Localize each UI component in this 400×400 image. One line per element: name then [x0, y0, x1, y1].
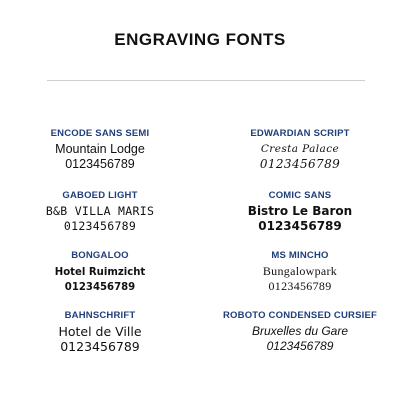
- page-title: ENGRAVING FONTS: [114, 30, 286, 49]
- sample-text: Mountain Lodge: [55, 142, 145, 156]
- sample-text: B&B VILLA MARIS: [45, 204, 155, 218]
- font-sample-comic-sans: [205, 190, 395, 234]
- font-name: MS MINCHO: [271, 250, 329, 261]
- sample-text: Cresta Palace: [260, 143, 340, 155]
- divider: [47, 80, 365, 81]
- font-name: GABOED LIGHT: [62, 190, 138, 201]
- sample-digits: 0123456789: [63, 219, 137, 233]
- sample-text: Bistro Le Baron: [247, 204, 353, 218]
- sample-digits: 0123456789: [60, 339, 140, 354]
- sample-text: Hotel Ruimzicht: [54, 265, 146, 278]
- font-sample-edwardian-script: [205, 128, 395, 172]
- font-sample-bongaloo: [5, 250, 195, 294]
- sample-digits: 0123456789: [268, 279, 332, 293]
- font-sample-ms-mincho: [205, 250, 395, 294]
- font-name: EDWARDIAN SCRIPT: [250, 128, 350, 139]
- font-name: BAHNSCHRIFT: [64, 310, 136, 321]
- sample-digits: 0123456789: [64, 280, 136, 293]
- sample-digits: 0123456789: [266, 339, 334, 353]
- font-sample-gaboed-light: [5, 190, 195, 234]
- font-name: BONGALOO: [71, 250, 129, 261]
- font-sample-bahnschrift: [5, 310, 195, 354]
- sample-text: Bungalowpark: [262, 264, 338, 278]
- sample-digits: 0123456789: [65, 157, 135, 171]
- sample-digits: 0123456789: [259, 157, 341, 171]
- font-sample-encode-sans-semi: [5, 128, 195, 172]
- font-name: COMIC SANS: [268, 190, 332, 201]
- font-sample-roboto-condensed-cursief: [205, 310, 395, 354]
- sample-text: Bruxelles du Gare: [251, 324, 349, 338]
- sample-digits: 0123456789: [258, 219, 342, 233]
- font-name: ROBOTO CONDENSED CURSIEF: [223, 310, 377, 321]
- font-name: ENCODE SANS SEMI: [50, 128, 150, 139]
- sample-text: Hotel de Ville: [58, 324, 142, 339]
